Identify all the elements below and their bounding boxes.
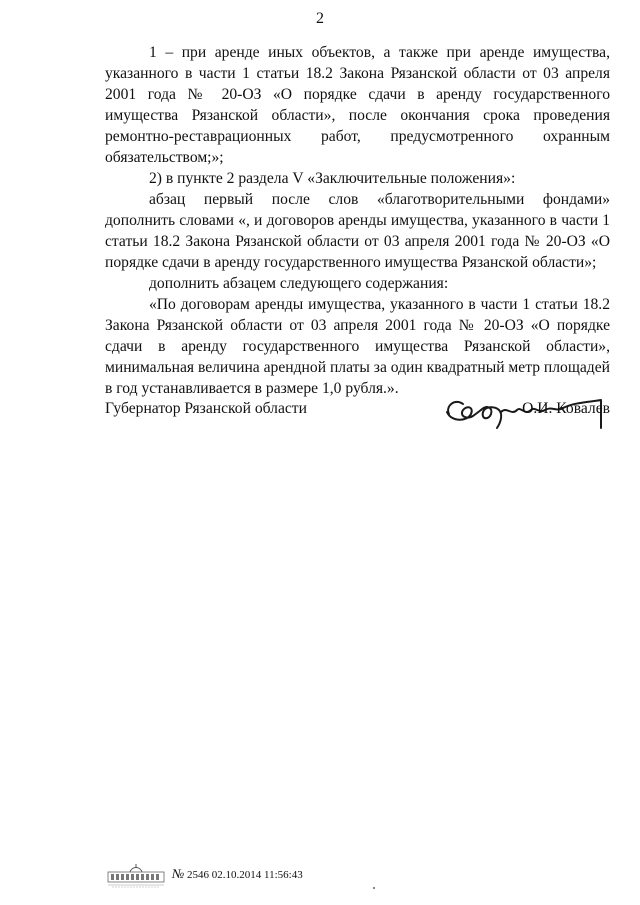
number-sign: № (172, 866, 185, 881)
registration-time: 11:56:43 (264, 869, 303, 881)
registration-number: 2546 (187, 869, 210, 881)
document-body (105, 42, 610, 399)
paragraph-section-v: 2) в пункте 2 раздела V «Заключительные положения»: (149, 170, 516, 187)
registration-date: 02.10.2014 (211, 869, 262, 881)
signature-block (105, 392, 610, 432)
paragraph-new-abzac-text: «По договорам аренды имущества, указанного в части 1 статьи 18.2 Закона Рязанской области от 03 апреля 2001 года № 20-ОЗ «О порядке сдачи в аренду государственного имущества Рязанской области», минимальная величина арендной платы за один квадратный метр площадей в год устанавливается в размере 1,0 рубля.». (105, 296, 610, 397)
registration-stamp (172, 866, 303, 882)
paragraph-rental-rule: 1 – при аренде иных объектов, а также при аренде имущества, указанного в части 1 статьи 18.2 Закона Рязанской области от 03 апреля 2001 года № 20-ОЗ «О порядке сдачи в аренду государственного имущества Рязанской области», после окончания срока проведения ремонтно-реставрационных работ, предусмотренного охранным обязательством;»; (105, 44, 610, 166)
signer-title: Губернатор Рязанской области (105, 400, 307, 417)
signer-name: О.И. Ковалев (522, 400, 610, 417)
registry-stamp-icon (104, 862, 168, 890)
page-number: 2 (316, 10, 324, 27)
paragraph-add-abzac: дополнить абзацем следующего содержания: (149, 275, 449, 292)
paragraph-first-abzac-amendment: абзац первый после слов «благотворительными фондами» дополнить словами «, и договоров аренды имущества, указанного в части 1 статьи 18.2 Закона Рязанской области от 03 апреля 2001 года № 20-ОЗ «О порядке сдачи в аренду государственного имущества Рязанской области»; (105, 191, 610, 271)
scan-speck (373, 887, 375, 889)
